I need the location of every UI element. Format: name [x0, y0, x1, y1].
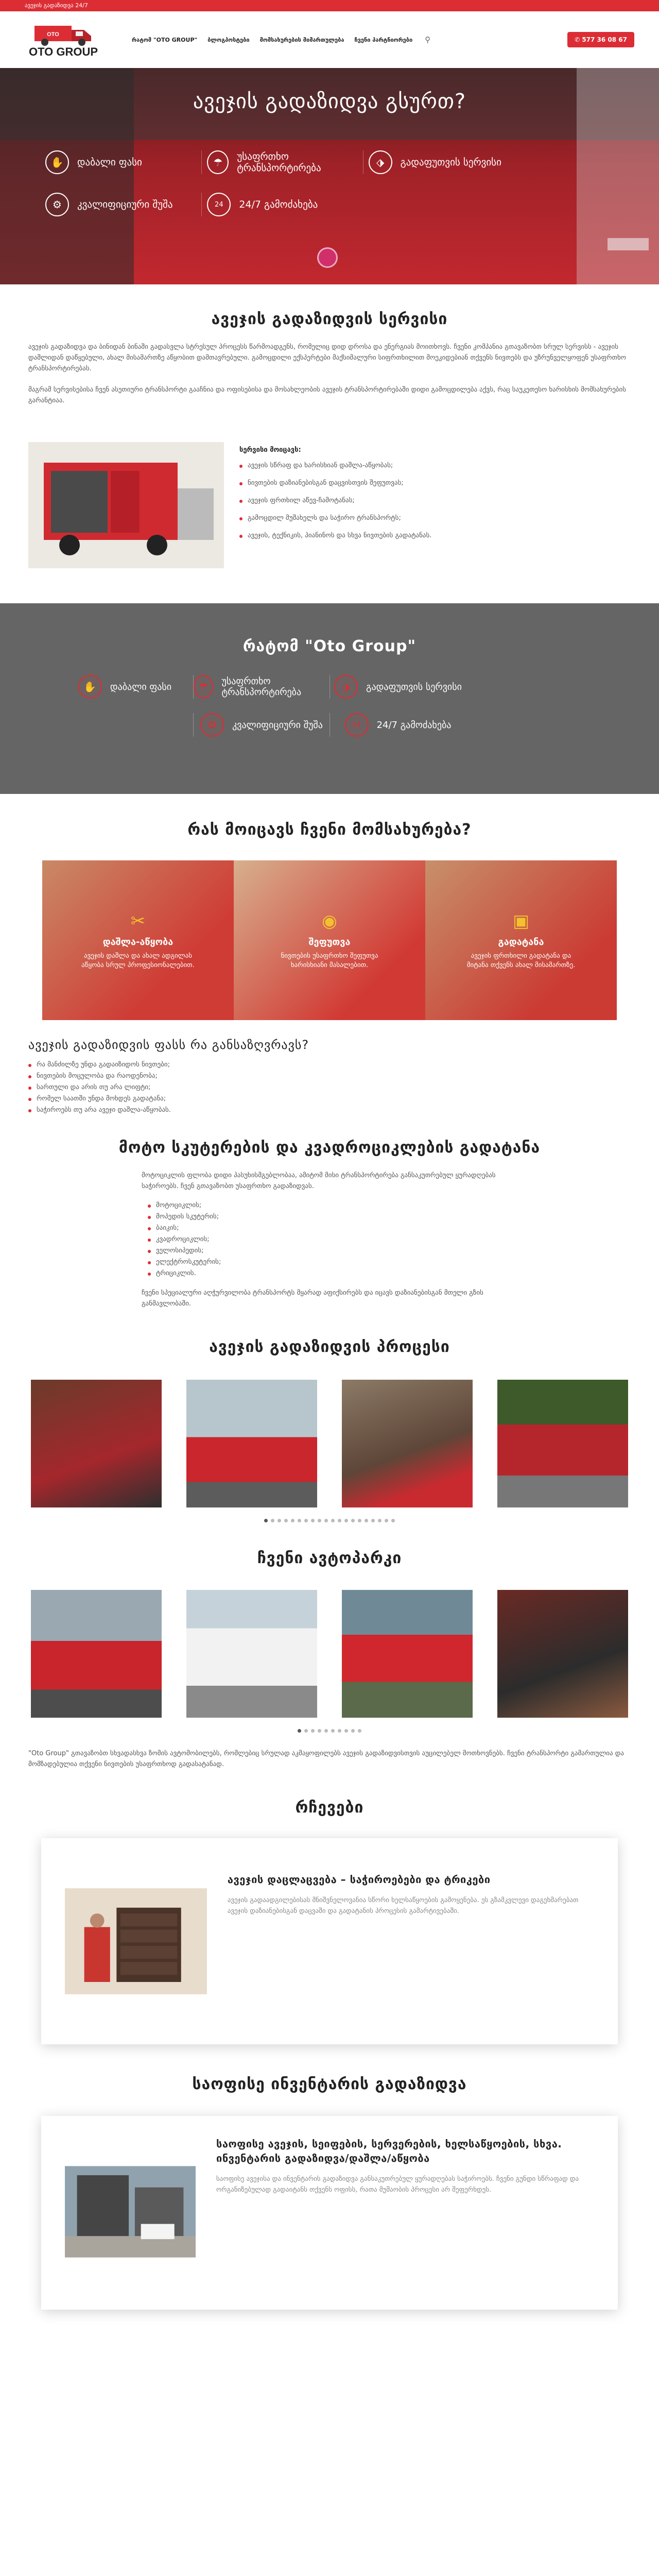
services-list-title: სერვისი მოიცავს:: [239, 446, 301, 454]
carousel-dot[interactable]: [351, 1729, 355, 1733]
moto-paragraph-1: მოტოციკლის ფლობა დიდი პასუხისმგებლობაა, ამიტომ მისი ტრანსპორტირება განსაკუთრებულ ყურადღებას საჭიროებს. ჩვენ გთავაზობთ უსაფრთხო გადაზიდვას.: [142, 1172, 496, 1190]
moto-title: მოტო სკუტერების და კვადროციკლების გადატანა: [118, 1139, 541, 1157]
card-desc: ავეჯის დაშლა და ახალ ადგილას აწყობა სრულ პროფესიონალებით.: [81, 952, 195, 969]
tag-icon: ⬗: [334, 675, 358, 699]
carousel-dot[interactable]: [298, 1729, 301, 1733]
logo-text: OTO GROUP: [28, 45, 98, 58]
hero-feature-packing: [363, 150, 524, 174]
feature-label: დაბალი ფასი: [77, 157, 142, 168]
hero-feature-price: [40, 150, 201, 174]
list-item: სართული და არის თუ არა ლიფტი;: [28, 1082, 631, 1093]
list-item: ტრიციკლის.: [148, 1268, 523, 1279]
fleet-note: "Oto Group" გთავაზობთ სხვადასხვა ზომის ავტომობილებს, რომლებიც სრულად აკმაყოფილებს ავეჯის გადაზიდვისთვის აუცილებელ მოთხოვნებს. ჩვენი ტრანსპორტი გამართულია და მომზადებულია თქვენი ნივთების უსაფრთხოდ გადასატანად.: [28, 1750, 624, 1768]
nav-item-partners[interactable]: ჩვენი პარტნიორები: [354, 36, 413, 43]
fleet-gallery: [31, 1590, 628, 1718]
site-logo[interactable]: [25, 21, 102, 59]
carousel-dot[interactable]: [338, 1519, 341, 1522]
list-item: ავეჯის სწრაფ და ხარისხიან დაშლა-აწყობას;: [239, 460, 431, 471]
package-icon: ▣: [512, 910, 530, 931]
chat-button[interactable]: [317, 247, 338, 268]
why-features: [57, 675, 602, 737]
clock-24-icon: 24: [345, 713, 369, 737]
fleet-carousel-dots: [0, 1729, 659, 1733]
box-icon: ◉: [322, 910, 337, 931]
feature-label: გადაფუთვის სერვისი: [400, 157, 501, 168]
feature-label: დაბალი ფასი: [110, 681, 172, 692]
gallery-image[interactable]: [342, 1590, 473, 1718]
process-gallery: [31, 1380, 628, 1507]
moto-paragraph-2: ჩვენი სპეციალური აღჭურვილობა ტრანსპორტს მყარად აფიქსირებს და იცავს დაზიანებისგან მთელი გზის განმავლობაში.: [142, 1289, 483, 1308]
svg-text:OTO: OTO: [47, 31, 59, 38]
site-header: [0, 11, 659, 68]
why-feature-price: [57, 675, 193, 699]
hands-icon: ✋: [45, 150, 69, 174]
hero-feature-247: [201, 193, 362, 216]
why-title: რატომ "Oto Group": [242, 637, 417, 655]
carousel-dot[interactable]: [378, 1519, 381, 1522]
carousel-dot[interactable]: [318, 1519, 321, 1522]
top-bar: [0, 0, 659, 11]
fleet-section: [0, 1522, 659, 1770]
services-section: [0, 284, 659, 568]
office-post-excerpt: საოფისე ავეჯისა და ინვენტარის გადაზიდვა განსაკუთრებულ ყურადღებას საჭიროებს. ჩვენი გუნდი სწრაფად და ორგანიზებულად გადაიტანს თქვენს ოფისს, რათა მუშაობის პროცესი არ შეფერხდეს.: [216, 2175, 579, 2194]
list-item: მოტოციკლის;: [148, 1200, 523, 1211]
carousel-dot[interactable]: [331, 1729, 335, 1733]
scissors-icon: ✂: [130, 910, 146, 931]
gallery-image[interactable]: [186, 1380, 317, 1507]
advice-post-title[interactable]: ავეჯის დაცლაცვება – საჭიროებები და ტრიკები: [227, 1873, 491, 1886]
services-detail: [28, 442, 631, 568]
feature-label: გადაფუთვის სერვისი: [366, 681, 462, 692]
feature-label: უსაფრთხო ტრანსპორტირება: [221, 676, 302, 698]
carousel-dot[interactable]: [278, 1519, 281, 1522]
carousel-dot[interactable]: [344, 1729, 348, 1733]
open-van-image: [28, 442, 224, 568]
list-item: ნივთების დაზიანებისგან დაცვისთვის შეფუთვას;: [239, 478, 431, 489]
list-item: რა მანძილზე უნდა გადაიზიდოს ნივთები;: [28, 1059, 631, 1071]
gallery-image[interactable]: [186, 1590, 317, 1718]
carousel-dot[interactable]: [304, 1519, 308, 1522]
gallery-image[interactable]: [31, 1590, 162, 1718]
carousel-dot[interactable]: [298, 1519, 301, 1522]
carousel-dot[interactable]: [284, 1519, 288, 1522]
dresser-image: [65, 1857, 207, 2026]
list-item: ელექტროსკუტერის;: [148, 1257, 523, 1268]
carousel-dot[interactable]: [391, 1519, 395, 1522]
nav-item-blog[interactable]: ბლოგპოსტები: [207, 36, 250, 43]
feature-label: 24/7 გამოძახება: [376, 719, 452, 731]
umbrella-icon: ☂: [207, 150, 229, 174]
hero-section: [0, 68, 659, 284]
carousel-dot[interactable]: [324, 1519, 328, 1522]
office-post-card[interactable]: [41, 2116, 618, 2310]
why-feature-staff: [193, 713, 330, 737]
offer-card[interactable]: [425, 860, 617, 1020]
carousel-dot[interactable]: [291, 1519, 294, 1522]
hands-icon: ✋: [78, 675, 102, 699]
office-building-image: [65, 2134, 196, 2289]
process-section: [0, 1309, 659, 1522]
card-desc: ავეჯის ფრთხილი გადატანა და მიტანა თქვენს ახალ მისამართზე.: [466, 952, 576, 969]
carousel-dot[interactable]: [351, 1519, 355, 1522]
card-title: გადატანა: [498, 936, 544, 947]
carousel-dot[interactable]: [358, 1519, 361, 1522]
phone-icon: ✆: [575, 36, 580, 43]
price-section: [28, 1038, 631, 1116]
office-section: [0, 2044, 659, 2310]
gallery-image[interactable]: [342, 1380, 473, 1507]
gear-icon: ⚙: [45, 193, 69, 216]
carousel-dot[interactable]: [338, 1729, 341, 1733]
moto-body: [142, 1170, 523, 1309]
fleet-title: ჩვენი ავტოპარკი: [257, 1549, 402, 1567]
hero-features: [40, 150, 524, 216]
moto-list: [148, 1200, 523, 1279]
gallery-image[interactable]: [497, 1380, 628, 1507]
advice-post-excerpt: ავეჯის გადაადგილებისას მნიშვნელოვანია სწორი ხელსაწყოების გამოყენება. ეს გზამკვლევი დაგეხმარებათ ავეჯის დაზიანებისგან დაცვაში და გადატანის პროცესის გამარტივებაში.: [227, 1896, 579, 1915]
advice-section: [0, 1770, 659, 2044]
gallery-image[interactable]: [497, 1590, 628, 1718]
services-paragraph-1: ავეჯის გადაზიდვა და ბინიდან ბინაში გადასვლა სტრესულ პროცესს წარმოადგენს, რომელიც დიდ დროსა და ენერგიას მოითხოვს. ჩვენი კომპანია გთავაზობთ სრულ სერვისს - ავეჯის დაშლიდან დაწყებული, ახალ მისამართზე აწყობით დამთავრებული. გამოცდილი ექსპერტები მაქსიმალური სიფრთხილით მოეკიდებიან თქვენს ნივთებს და უზრუნველყოფენ უსაფრთხო ტრანსპორტირებას.: [28, 343, 626, 372]
services-list: [239, 460, 431, 541]
list-item: ნივთების მოცულობა და რაოდენობა;: [28, 1071, 631, 1082]
feature-label: კვალიფიციური შუშა: [77, 199, 173, 210]
main-nav: [132, 37, 412, 43]
carousel-dot[interactable]: [365, 1519, 368, 1522]
umbrella-icon: ☂: [194, 675, 213, 699]
card-title: შეფუთვა: [308, 936, 351, 947]
advice-title: რჩევები: [295, 1799, 364, 1817]
carousel-dot[interactable]: [264, 1519, 268, 1522]
phone-number: 577 36 08 67: [582, 36, 627, 43]
feature-label: 24/7 გამოძახება: [239, 199, 318, 210]
carousel-dot[interactable]: [331, 1519, 335, 1522]
truck-logo-icon: [32, 21, 94, 47]
list-item: საჭიროებს თუ არა ავეჯი დაშლა-აწყობას.: [28, 1105, 631, 1116]
why-feature-247: [330, 713, 466, 737]
nav-item-directions[interactable]: მომსახურების მიმართულება: [259, 36, 344, 43]
carousel-dot[interactable]: [304, 1729, 308, 1733]
advice-post-body: [228, 1857, 594, 2026]
why-feature-packing: [330, 675, 466, 699]
carousel-dot[interactable]: [371, 1519, 375, 1522]
hero-feature-safe: [201, 150, 362, 174]
search-icon[interactable]: ⚲: [425, 35, 431, 44]
process-carousel-dots: [0, 1519, 659, 1522]
carousel-dot[interactable]: [324, 1729, 328, 1733]
gallery-image[interactable]: [31, 1380, 162, 1507]
offer-section: [0, 794, 659, 1020]
why-section: [0, 603, 659, 794]
list-item: კვადროციკლის;: [148, 1234, 523, 1245]
offer-cards: [42, 860, 617, 1020]
feature-label: კვალიფიციური შუშა: [232, 719, 323, 731]
offer-card[interactable]: [234, 860, 425, 1020]
services-title: ავეჯის გადაზიდვის სერვისი: [211, 310, 448, 328]
list-item: გამოცდილ მუშახელს და საჭირო ტრანსპორტს;: [239, 513, 431, 524]
tag-icon: ⬗: [369, 150, 392, 174]
carousel-dot[interactable]: [358, 1729, 361, 1733]
list-item: მოპედის სკუტერის;: [148, 1211, 523, 1223]
advice-post-card[interactable]: [41, 1838, 618, 2044]
hero-title: ავეჯის გადაზიდვა გსურთ?: [193, 90, 466, 113]
why-feature-safe: [193, 675, 330, 699]
top-bar-text: ავეჯის გადაზიდვა 24/7: [25, 2, 88, 9]
nav-item-why[interactable]: რატომ "OTO GROUP": [132, 36, 198, 43]
price-list: [28, 1059, 631, 1116]
hero-feature-staff: [40, 193, 201, 216]
carousel-dot[interactable]: [344, 1519, 348, 1522]
price-title: ავეჯის გადაზიდვის ფასს რა განსაზღვრავს?: [28, 1038, 309, 1052]
process-title: ავეჯის გადაზიდვის პროცესი: [209, 1338, 450, 1356]
carousel-dot[interactable]: [311, 1729, 315, 1733]
list-item: ბაიკის;: [148, 1223, 523, 1234]
card-desc: ნივთების უსაფრთხო შეფუთვა ხარისხიანი მასალებით.: [281, 952, 378, 969]
carousel-dot[interactable]: [318, 1729, 321, 1733]
carousel-dot[interactable]: [385, 1519, 388, 1522]
feature-label: უსაფრთხო ტრანსპორტირება: [237, 151, 321, 174]
list-item: რომელ საათში უნდა მოხდეს გადატანა;: [28, 1093, 631, 1105]
list-item: ავეჯის, ტექნიკის, პიანინოს და სხვა ნივთების გადატანას.: [239, 530, 431, 541]
office-post-body: [216, 2134, 594, 2291]
office-post-title[interactable]: საოფისე ავეჯის, სეიფების, სერვერების, ხელსაწყოების, სხვა. ინვენტარის გადაზიდვა/დაშლა/აწყობა: [216, 2138, 562, 2164]
card-title: დაშლა-აწყობა: [102, 936, 174, 947]
gear-icon: ⚙: [200, 713, 224, 737]
carousel-dot[interactable]: [271, 1519, 274, 1522]
services-paragraph-2: მაგრამ სერვისებისა ჩვენ ასეთიური ტრანსპორტი გააჩნია და ოფისებისა და მოსახლეობის ავეჯის ტრანსპორტირებაში დიდი გამოცდილება აქვს, რაც საუკეთესო ხარისხის მომსახურების გარანტიაა.: [28, 386, 627, 404]
offer-title: რას მოიცავს ჩვენი მომსახურება?: [187, 821, 472, 839]
carousel-dot[interactable]: [311, 1519, 315, 1522]
moto-section: [0, 1116, 659, 1309]
office-title: საოფისე ინვენტარის გადაზიდვა: [192, 2075, 467, 2093]
clock-24-icon: 24: [207, 193, 231, 216]
services-list-block: [239, 442, 431, 568]
list-item: ავეჯის ფრთხილ აწევ-ჩამოტანას;: [239, 495, 431, 506]
phone-button[interactable]: [567, 32, 634, 47]
list-item: ველოსიპედის;: [148, 1245, 523, 1257]
offer-card[interactable]: [42, 860, 234, 1020]
